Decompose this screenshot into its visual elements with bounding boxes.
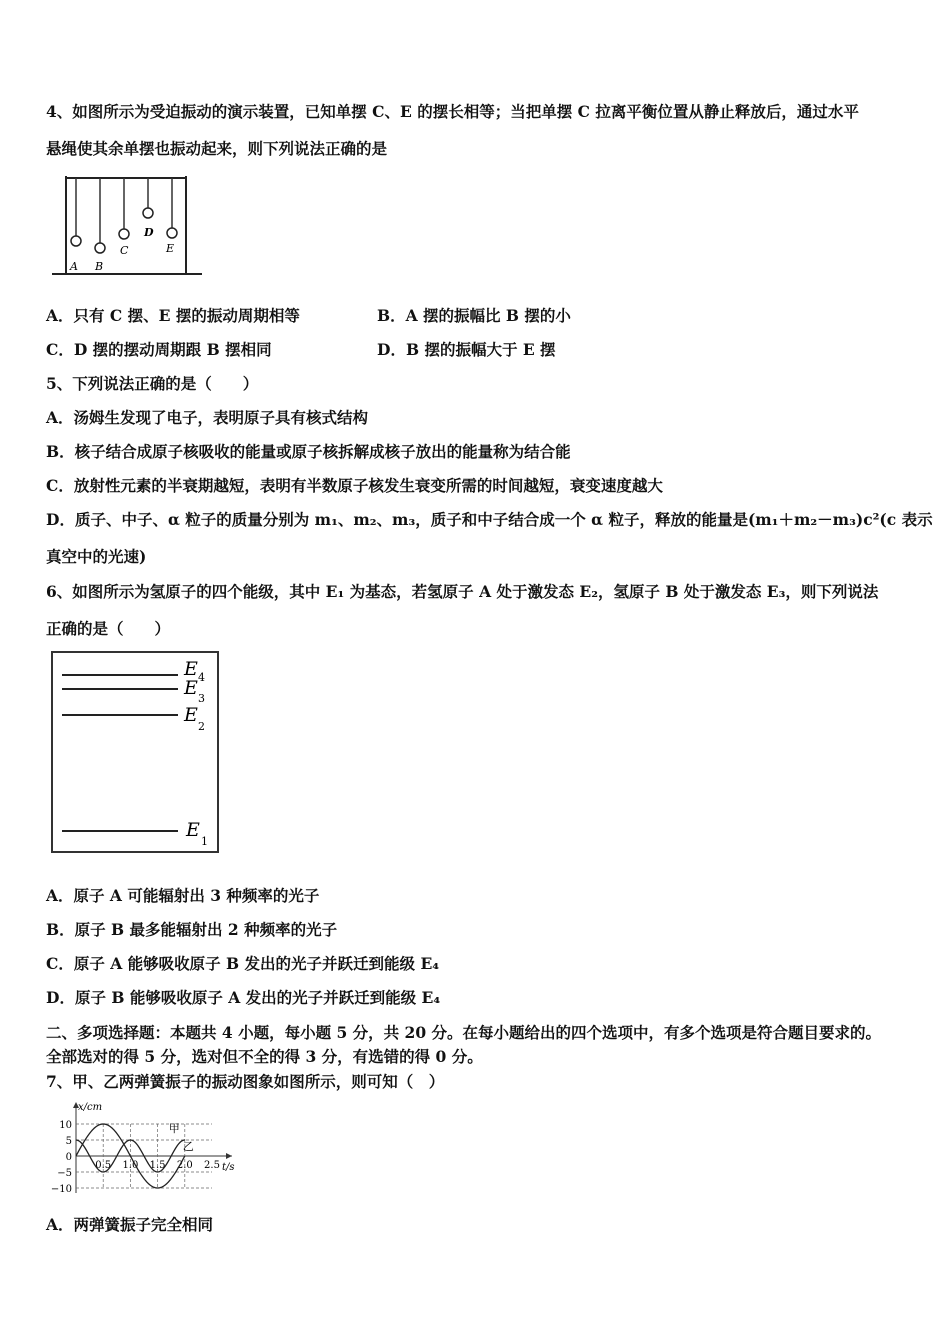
q5-option-d-line2: 真空中的光速) bbox=[46, 547, 147, 566]
q5-option-a[interactable]: A．汤姆生发现了电子，表明原子具有核式结构 bbox=[46, 408, 369, 427]
section2-line1: 二、多项选择题：本题共 4 小题，每小题 5 分，共 20 分。在每小题给出的四个选项中，有多个选项是符合题目要求的。 bbox=[46, 1023, 882, 1042]
q5-option-b[interactable]: B．核子结合成原子核吸收的能量或原子核拆解成核子放出的能量称为结合能 bbox=[46, 442, 571, 461]
label-b: B bbox=[95, 260, 104, 273]
q4-stem-line1: 4、如图所示为受迫振动的演示装置，已知单摆 C、E 的摆长相等；当把单摆 C 拉离平衡位置从静止释放后，通过水平 bbox=[46, 102, 859, 121]
y-tick-label: −5 bbox=[57, 1168, 72, 1179]
q4-option-d[interactable]: D．B 摆的振幅大于 E 摆 bbox=[377, 340, 556, 359]
q6-option-d[interactable]: D．原子 B 能够吸收原子 A 发出的光子并跃迁到能级 E₄ bbox=[46, 988, 441, 1007]
label-d: D bbox=[144, 226, 154, 239]
series-label-jia: 甲 bbox=[168, 1122, 180, 1135]
section2-line2: 全部选对的得 5 分，选对但不全的得 3 分，有选错的得 0 分。 bbox=[46, 1047, 483, 1066]
y-tick-label: 10 bbox=[59, 1120, 72, 1131]
q4-stem-line2: 悬绳使其余单摆也振动起来，则下列说法正确的是 bbox=[46, 139, 388, 158]
x-axis-arrow bbox=[226, 1153, 232, 1159]
q6-stem-line2: 正确的是（ ） bbox=[46, 619, 171, 638]
y-tick-label: 0 bbox=[65, 1152, 72, 1163]
label-c: C bbox=[120, 244, 129, 257]
x-tick-label: 1.5 bbox=[149, 1160, 166, 1171]
q4-option-a[interactable]: A．只有 C 摆、E 摆的振动周期相等 bbox=[46, 306, 300, 325]
q6-option-a[interactable]: A．原子 A 可能辐射出 3 种频率的光子 bbox=[46, 886, 320, 905]
x-tick-label: 0.5 bbox=[95, 1160, 112, 1171]
label-a: A bbox=[70, 260, 78, 273]
svg-text:1: 1 bbox=[201, 835, 208, 848]
x-axis-label: t/s bbox=[222, 1162, 235, 1173]
series-label-yi: 乙 bbox=[182, 1140, 194, 1153]
y-tick-label: −10 bbox=[50, 1184, 72, 1195]
svg-text:3: 3 bbox=[198, 692, 205, 705]
y-axis-label: x/cm bbox=[78, 1102, 103, 1113]
x-tick-label: 2.0 bbox=[176, 1160, 193, 1171]
q7-stem: 7、甲、乙两弹簧振子的振动图象如图所示，则可知（ ） bbox=[46, 1072, 445, 1091]
q6-stem-line1: 6、如图所示为氢原子的四个能级，其中 E₁ 为基态，若氢原子 A 处于激发态 E₂，氢原子 B 处于激发态 E₃，则下列说法 bbox=[46, 582, 879, 601]
x-tick-label: 1.0 bbox=[122, 1160, 139, 1171]
label-e: E bbox=[166, 242, 175, 255]
oscillation-chart bbox=[44, 1098, 244, 1198]
x-tick-label: 2.5 bbox=[204, 1160, 220, 1171]
q4-option-b[interactable]: B．A 摆的振幅比 B 摆的小 bbox=[377, 306, 571, 325]
energy-level-figure bbox=[50, 650, 222, 856]
svg-text:E: E bbox=[186, 819, 200, 841]
q5-option-d-line1[interactable]: D．质子、中子、α 粒子的质量分别为 m₁、m₂、m₃，质子和中子结合成一个 α 粒子，释放的能量是(m₁＋m₂－m₃)c²(c 表示 bbox=[46, 510, 933, 529]
q5-stem: 5、下列说法正确的是（ ） bbox=[46, 374, 259, 393]
svg-text:E: E bbox=[184, 658, 198, 680]
q6-option-c[interactable]: C．原子 A 能够吸收原子 B 发出的光子并跃迁到能级 E₄ bbox=[46, 954, 440, 973]
q5-option-c[interactable]: C．放射性元素的半衰期越短，表明有半数原子核发生衰变所需的时间越短，衰变速度越大 bbox=[46, 476, 663, 495]
svg-text:4: 4 bbox=[198, 671, 205, 684]
q7-option-a[interactable]: A．两弹簧振子完全相同 bbox=[46, 1215, 214, 1234]
svg-text:E: E bbox=[184, 704, 198, 726]
q6-option-b[interactable]: B．原子 B 最多能辐射出 2 种频率的光子 bbox=[46, 920, 338, 939]
svg-text:2: 2 bbox=[198, 720, 205, 733]
q4-option-c[interactable]: C．D 摆的摆动周期跟 B 摆相同 bbox=[46, 340, 272, 359]
svg-text:E: E bbox=[184, 677, 198, 699]
y-tick-label: 5 bbox=[65, 1136, 72, 1147]
pendulum-figure bbox=[52, 170, 202, 275]
